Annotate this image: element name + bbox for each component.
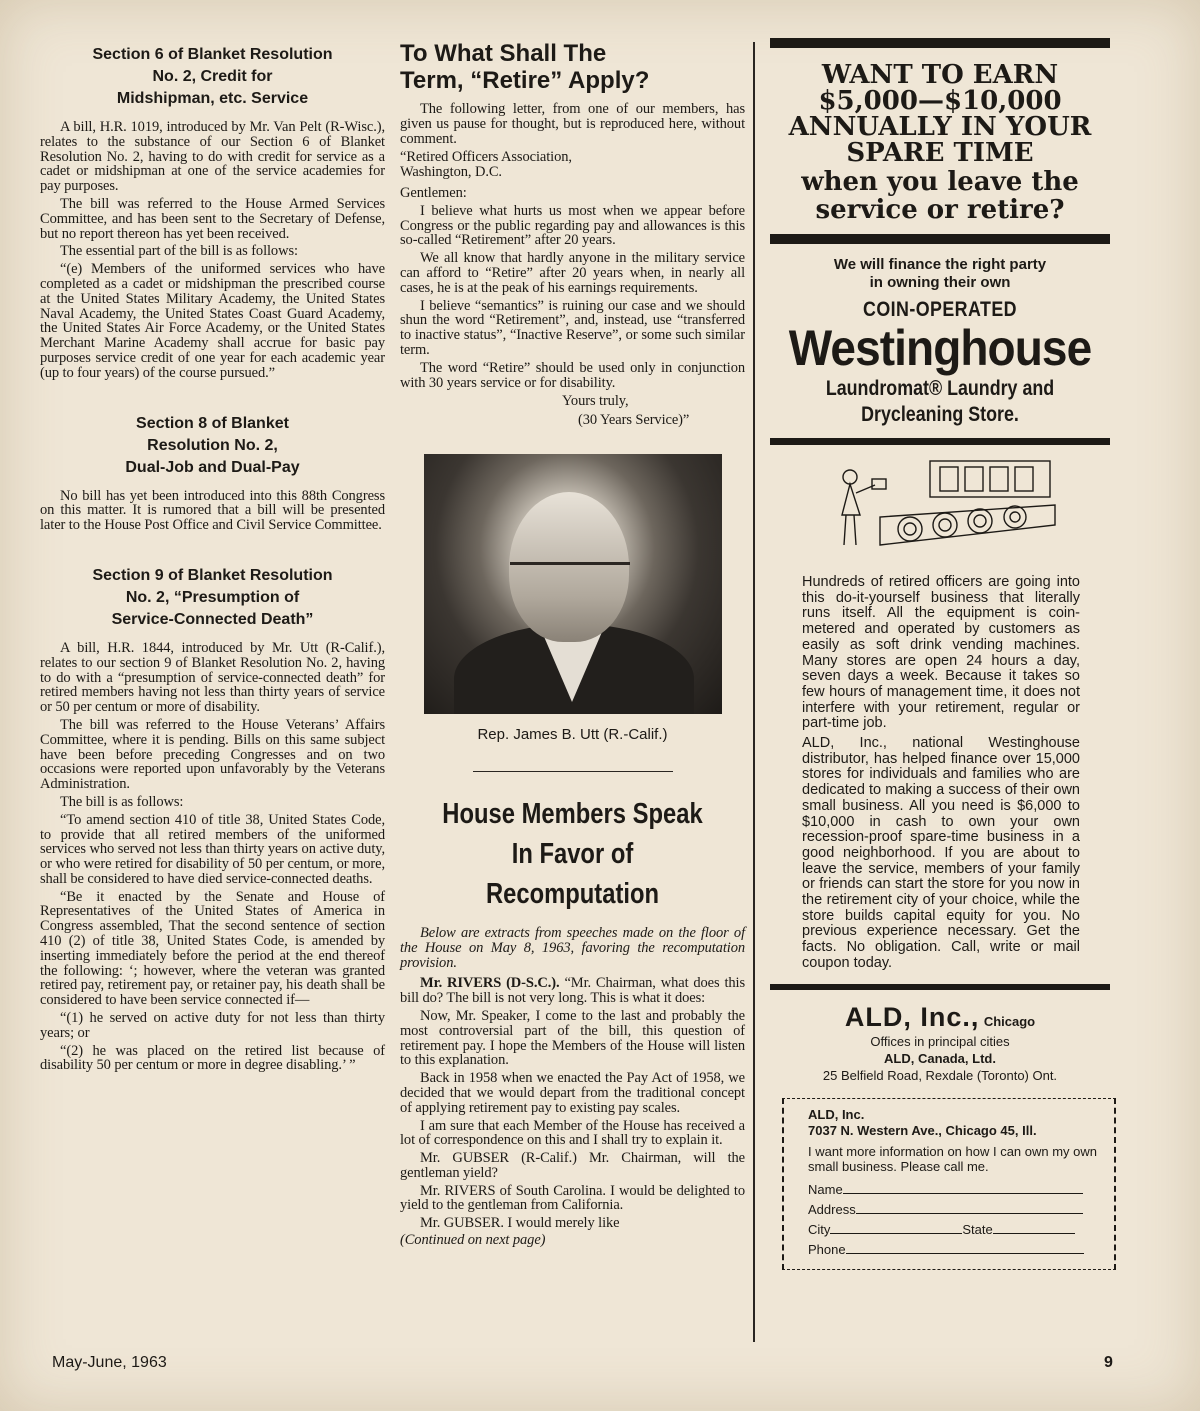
heading-line: No. 2, “Presumption of [125,588,300,606]
paragraph: The bill was referred to the House Veterans’ Affairs Committee, where it is pending. Bills on this same subject have been before preceding Congresses and on two occasions were reported upon unfavorably by the Veterans Administration. [40,716,385,793]
heading-line: No. 2, Credit for [152,68,273,85]
headline-line: WANT TO EARN [821,60,1059,90]
coupon-city-label: City [808,1221,831,1237]
retire-article-title [400,40,745,94]
column-divider [753,42,755,1342]
speech-text: “Mr. Chairman, what does this bill do? The bill is not very long. This is what it does: [400,975,746,1007]
speech-paragraph: Mr. RIVERS of South Carolina. I would be delighted to yield to the gentleman from California. [400,1182,745,1214]
speech-paragraph: Mr. GUBSER. I would merely like [420,1215,620,1232]
letter-salutation: Gentlemen: [400,184,467,201]
coupon-phone-label: Phone [808,1241,846,1257]
ald-logo: ALD, Inc., [844,1001,980,1032]
coupon-company: ALD, Inc. [808,1106,865,1122]
letter-paragraph: The word “Retire” should be used only in conjunction with 30 years service or for disability. [400,359,745,391]
paragraph: “(1) he served on active duty for not less than thirty years; or [40,1010,385,1041]
ad-finance [770,256,1110,292]
ald-company [770,1002,1110,1033]
laundromat-illustration [820,455,1070,561]
coupon-city-line[interactable] [830,1233,962,1234]
issue-date: May-June, 1963 [52,1354,167,1371]
westinghouse-logo: Westinghouse [788,320,1092,376]
paragraph: The bill was referred to the House Armed Services Committee, and has been sent to the Secretary of Defense, but no report thereon has yet been received. [40,195,385,242]
coupon-name-row[interactable] [808,1182,1108,1197]
subhead-line: service or retire? [815,195,1065,225]
heading-line: Resolution No. 2, [147,436,278,454]
coupon-name-label: Name [808,1181,843,1197]
letter-paragraph: I believe “semantics” is ruining our case and we should shun the word “Retirement”, and, instead, use “transferred to inactive status”, “Inactive Reserve”, or some such similar term. [400,297,745,358]
speech-paragraph: Now, Mr. Speaker, I come to the last and probably the most controversial part of the bill, this question of retirement pay. I hope the Members of the House will listen to this explanation. [400,1007,745,1069]
ad-rule [770,984,1110,990]
coupon-address-line[interactable] [856,1213,1083,1214]
ald-city: Chicago [983,1013,1036,1029]
letter-address: Washington, D.C. [400,164,502,181]
title-line: Term, “Retire” Apply? [400,67,650,94]
speech-paragraph: Back in 1958 when we enacted the Pay Act of 1958, we decided that we would depart from the traditional concept of applying retirement pay to existing pay scales. [400,1070,745,1116]
ad-headline [770,62,1110,224]
headline-line: ANNUALLY IN YOUR [788,112,1092,142]
letter-closing: Yours truly, [562,393,629,410]
photo-caption: Rep. James B. Utt (R.-Calif.) [477,725,668,743]
title-line: To What Shall The [400,40,607,67]
speech-paragraph: I am sure that each Member of the House has received a lot of correspondence on this and I shall try to explain it. [400,1117,745,1149]
store-line: Laundromat® Laundry and [825,377,1055,400]
paragraph: “(2) he was placed on the retired list because of disability 50 per centum or more in degree disabling.’ ” [40,1042,385,1074]
section6-heading [40,44,385,110]
finance-line: in owning their own [869,274,1011,291]
paragraph: “To amend section 410 of title 38, United States Code, to provide that all retired members of the uniformed services who served not less than thirty years on active duty, or who were retired for disability of 50 per centum, or more, shall be considered to have died service-connected deaths. [40,811,385,887]
heading-line: Midshipman, etc. Service [116,90,309,107]
speaker-name: Mr. RIVERS (D-S.C.). [420,975,560,992]
ad-body-paragraph: Hundreds of retired officers are going into this do-it-yourself business that literally runs itself. All the equipment is coin-metered and operated by customers as easily as soft drink vending machines. Many stores are open 24 hours a day, seven days a week. Because it takes so few hours of management time, it does not interfere with your retirement, regular or part-time job. [802,574,1080,732]
letter-paragraph: I believe what hurts us most when we appear before Congress or the public regarding pay and allowances is this so-called “Retirement” after 20 years. [400,202,745,249]
subhead-line: when you leave the [801,167,1079,197]
ald-offices: Offices in principal cities [870,1033,1010,1049]
coupon-phone-row[interactable] [808,1242,1108,1257]
letter-signature: (30 Years Service)” [578,412,690,429]
mail-coupon [782,1098,1116,1270]
heading-line: Section 6 of Blanket Resolution [92,46,333,63]
speech-intro: Below are extracts from speeches made on the floor of the House on May 8, 1963, favoring the recomputation provision. [400,924,745,971]
section8-heading [40,413,385,479]
house-members-title [431,794,714,914]
portrait-photo [424,454,722,714]
westinghouse-ad [770,38,1110,1270]
heading-line: Section 9 of Blanket Resolution [92,566,333,584]
paragraph: “(e) Members of the uniformed services who have completed as a cadet or midshipman the prescribed course at the United States Military Academy, the United States Naval Academy, the United States Coast Guard Academy, the United States Air Force Academy, or the United States Merchant Marine Academy shall accrue for basic pay purposes service credit of one year for each academic year (up to four years) of the course pursued.” [40,261,385,381]
speech-paragraph: Mr. GUBSER (R-Calif.) Mr. Chairman, will the gentleman yield? [400,1150,745,1181]
ad-rule [770,438,1110,445]
section9-heading [40,565,385,631]
headline-line: $5,000—$10,000 [818,86,1062,116]
paragraph: A bill, H.R. 1844, introduced by Mr. Utt (R-Calif.), relates to our section 9 of Blanket Resolution No. 2, having to do with a “presumption of service-connected death” for retired members having not less than thirty years of service or 50 per centum or more of disability. [40,639,385,716]
ald-canada: ALD, Canada, Ltd. [884,1050,996,1066]
continued-note: (Continued on next page) [400,1232,546,1249]
ad-store [796,376,1085,428]
coupon-name-line[interactable] [843,1193,1083,1194]
ald-canada-address: 25 Belfield Road, Rexdale (Toronto) Ont. [822,1067,1058,1083]
column-middle [400,38,745,1248]
paragraph: The bill is as follows: [60,793,184,810]
heading-line: Service-Connected Death” [111,610,314,628]
heading-line: Section 8 of Blanket [136,414,289,432]
column-left [40,38,385,1073]
speech-paragraph [400,976,745,1006]
heading-line: Dual-Job and Dual-Pay [125,458,300,476]
ad-rule [770,38,1110,48]
paragraph: “Be it enacted by the Senate and House of Representatives of the United States of America in Congress assembled, That the second sentence of section 410 (2) of title 38, United States Code, is amended by inserting immediately before the period at the end thereof the following: ‘; however, where the veteran was granted retired pay, retirement pay, or retainer pay, his death shall be considered to have been service connected if— [40,888,385,1009]
coupon-phone-line[interactable] [846,1253,1084,1254]
page-number: 9 [1104,1354,1113,1371]
letter-intro: The following letter, from one of our members, has given us pause for thought, but is reproduced here, without comment. [400,101,745,147]
title-line: In Favor of Recomputation [485,837,660,910]
ad-rule [770,234,1110,244]
coupon-state-label: State [962,1221,993,1237]
letter-address: “Retired Officers Association, [400,149,572,166]
finance-line: We will finance the right party [833,256,1047,273]
store-line: Drycleaning Store. [861,403,1019,426]
title-line: House Members Speak [442,797,703,830]
coupon-address-label: Address [808,1201,856,1217]
ad-coin-operated: COIN-OPERATED [863,298,1017,321]
ad-body-paragraph: ALD, Inc., national Westinghouse distributor, has helped finance over 15,000 stores for individuals and families who are dedicated to making a success of their own small business. All you need is $6,000 to $10,000 in cash to own your own recession-proof spare-time business in a good neighborhood. If you are about to leave the service, members of your family or friends can start the store for you now in the retirement city of your choice, while the store builds capital equity for you. No previous experience necessary. Get the facts. No obligation. Call, write or mail coupon today. [802,735,1080,971]
divider [473,771,673,772]
headline-line: SPARE TIME [846,138,1034,168]
coupon-address: 7037 N. Western Ave., Chicago 45, Ill. [808,1122,1037,1138]
paragraph: A bill, H.R. 1019, introduced by Mr. Van Pelt (R-Wisc.), relates to the substance of our Section 6 of Blanket Resolution No. 2, having to do with credit for service as a cadet or midshipman at one of the service academies for pay purposes. [40,119,385,195]
paragraph: No bill has yet been introduced into this 88th Congress on this matter. It is rumored that a bill will be presented later to the House Post Office and Civil Service Committee. [40,487,385,534]
coupon-state-line[interactable] [993,1233,1075,1234]
coupon-city-row[interactable] [808,1222,1108,1237]
coupon-text: I want more information on how I can own my own small business. Please call me. [808,1143,1098,1174]
paragraph: The essential part of the bill is as follows: [60,243,298,260]
letter-paragraph: We all know that hardly anyone in the military service can afford to “Retire” after 20 years when, in nearly all cases, he is at the peak of his earnings requirements. [400,250,745,296]
coupon-address-row[interactable] [808,1202,1108,1217]
